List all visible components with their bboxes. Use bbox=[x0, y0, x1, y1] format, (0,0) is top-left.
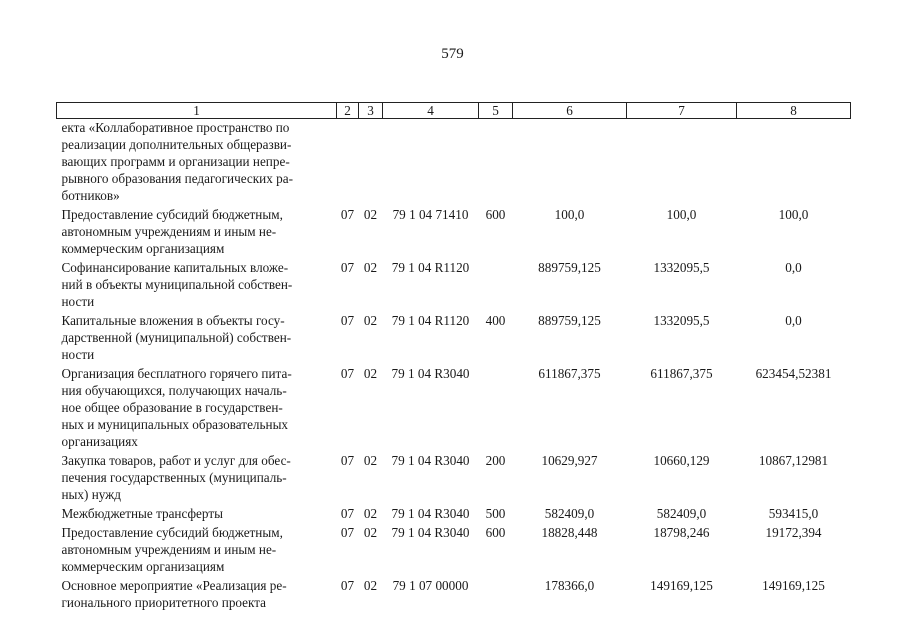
target-article-code: 79 1 04 R3040 bbox=[391, 506, 470, 521]
row-name-line: Предоставление субсидий бюджетным, bbox=[61, 207, 283, 222]
subsection-code: 02 bbox=[363, 506, 378, 521]
amount-year-1: 582409,0 bbox=[544, 506, 595, 521]
subsection-code: 02 bbox=[363, 313, 378, 328]
target-article-code: 79 1 04 R3040 bbox=[391, 453, 470, 468]
chapter-code bbox=[337, 119, 359, 205]
expense-type-code bbox=[479, 119, 513, 205]
row-name-line: организациях bbox=[61, 434, 138, 449]
table-row bbox=[57, 363, 851, 450]
target-article-code: 79 1 04 R3040 bbox=[391, 366, 470, 381]
header-col-5: 5 bbox=[479, 103, 513, 119]
chapter-code: 07 bbox=[340, 366, 355, 381]
row-name-line: Софинансирование капитальных вложе- bbox=[61, 260, 289, 275]
row-name-line: ное общее образование в государствен- bbox=[61, 400, 283, 415]
amount-year-3: 19172,394 bbox=[765, 525, 822, 540]
target-article-code bbox=[383, 119, 479, 205]
amount-year-1: 611867,375 bbox=[538, 366, 601, 381]
row-name bbox=[57, 503, 337, 522]
amount-year-3: 0,0 bbox=[785, 260, 802, 275]
row-name-line: екта «Коллаборативное пространство по bbox=[61, 120, 290, 135]
expense-type-code: 600 bbox=[485, 207, 506, 222]
row-name-line: гионального приоритетного проекта bbox=[61, 595, 267, 610]
amount-year-2: 18798,246 bbox=[653, 525, 710, 540]
header-col-4: 4 bbox=[383, 103, 479, 119]
row-name-line: ности bbox=[61, 294, 95, 309]
row-name bbox=[57, 119, 337, 205]
row-name-line: ных) нужд bbox=[61, 487, 121, 502]
row-name-line: ных и муниципальных образовательных bbox=[61, 417, 289, 432]
chapter-code: 07 bbox=[340, 578, 355, 593]
amount-year-1: 100,0 bbox=[554, 207, 585, 222]
amount-year-3: 10867,12981 bbox=[758, 453, 829, 468]
header-col-6: 6 bbox=[513, 103, 627, 119]
row-name bbox=[57, 450, 337, 503]
amount-year-1: 18828,448 bbox=[541, 525, 598, 540]
row-name-line: Межбюджетные трансферты bbox=[61, 506, 223, 521]
row-name bbox=[57, 204, 337, 257]
row-name bbox=[57, 310, 337, 363]
budget-table bbox=[56, 102, 851, 611]
subsection-code: 02 bbox=[363, 207, 378, 222]
row-name bbox=[57, 522, 337, 575]
amount-year-1: 889759,125 bbox=[538, 260, 601, 275]
row-name-line: коммерческим организациям bbox=[61, 241, 225, 256]
subsection-code bbox=[359, 119, 383, 205]
header-col-1: 1 bbox=[57, 103, 337, 119]
amount-year-2: 611867,375 bbox=[650, 366, 713, 381]
expense-type-code: 500 bbox=[485, 506, 506, 521]
expense-type-code: 400 bbox=[485, 313, 506, 328]
amount-year-2: 100,0 bbox=[666, 207, 697, 222]
row-name-line: Организация бесплатного горячего пита- bbox=[61, 366, 292, 381]
row-name-line: ний в объекты муниципальной собствен- bbox=[61, 277, 293, 292]
table-body bbox=[57, 119, 851, 612]
header-col-7: 7 bbox=[627, 103, 737, 119]
amount-year-2: 582409,0 bbox=[656, 506, 707, 521]
subsection-code: 02 bbox=[363, 578, 378, 593]
row-name-line: дарственной (муниципальной) собствен- bbox=[61, 330, 292, 345]
expense-type-code bbox=[479, 575, 513, 611]
header-row bbox=[57, 103, 851, 119]
row-name-line: автономным учреждениям и иным не- bbox=[61, 224, 277, 239]
header-col-8: 8 bbox=[737, 103, 851, 119]
amount-year-3: 0,0 bbox=[785, 313, 802, 328]
chapter-code: 07 bbox=[340, 260, 355, 275]
expense-type-code bbox=[479, 257, 513, 310]
expense-type-code: 600 bbox=[485, 525, 506, 540]
header-col-2: 2 bbox=[337, 103, 359, 119]
row-name-line: коммерческим организациям bbox=[61, 559, 225, 574]
row-name-line: реализации дополнительных общеразви- bbox=[61, 137, 292, 152]
table-row bbox=[57, 204, 851, 257]
subsection-code: 02 bbox=[363, 525, 378, 540]
amount-year-1 bbox=[513, 119, 627, 205]
target-article-code: 79 1 04 R3040 bbox=[391, 525, 470, 540]
amount-year-1: 10629,927 bbox=[541, 453, 598, 468]
target-article-code: 79 1 04 71410 bbox=[392, 207, 469, 222]
expense-type-code: 200 bbox=[485, 453, 506, 468]
row-name-line: Предоставление субсидий бюджетным, bbox=[61, 525, 283, 540]
amount-year-3: 100,0 bbox=[778, 207, 809, 222]
expense-type-code bbox=[479, 363, 513, 450]
table-row bbox=[57, 522, 851, 575]
table-row bbox=[57, 310, 851, 363]
subsection-code: 02 bbox=[363, 366, 378, 381]
chapter-code: 07 bbox=[340, 525, 355, 540]
row-name-line: печения государственных (муниципаль- bbox=[61, 470, 287, 485]
header-col-3: 3 bbox=[359, 103, 383, 119]
amount-year-1: 178366,0 bbox=[544, 578, 595, 593]
row-name-line: рывного образования педагогических ра- bbox=[61, 171, 293, 186]
row-name-line: Закупка товаров, работ и услуг для обес- bbox=[61, 453, 291, 468]
row-name bbox=[57, 257, 337, 310]
amount-year-3: 149169,125 bbox=[762, 578, 825, 593]
row-name bbox=[57, 363, 337, 450]
amount-year-2: 149169,125 bbox=[650, 578, 713, 593]
amount-year-2 bbox=[627, 119, 737, 205]
subsection-code: 02 bbox=[363, 260, 378, 275]
chapter-code: 07 bbox=[340, 313, 355, 328]
table-row bbox=[57, 119, 851, 205]
row-name-line: Основное мероприятие «Реализация ре- bbox=[61, 578, 287, 593]
row-name-line: ботников» bbox=[61, 188, 120, 203]
row-name-line: ния обучающихся, получающих началь- bbox=[61, 383, 287, 398]
chapter-code: 07 bbox=[340, 506, 355, 521]
row-name-line: вающих программ и организации непре- bbox=[61, 154, 290, 169]
subsection-code: 02 bbox=[363, 453, 378, 468]
target-article-code: 79 1 07 00000 bbox=[392, 578, 469, 593]
amount-year-3 bbox=[737, 119, 851, 205]
table-row bbox=[57, 257, 851, 310]
chapter-code: 07 bbox=[340, 207, 355, 222]
table-row bbox=[57, 575, 851, 611]
table-row bbox=[57, 503, 851, 522]
row-name bbox=[57, 575, 337, 611]
table-row bbox=[57, 450, 851, 503]
amount-year-1: 889759,125 bbox=[538, 313, 601, 328]
target-article-code: 79 1 04 R1120 bbox=[391, 313, 470, 328]
chapter-code: 07 bbox=[340, 453, 355, 468]
amount-year-2: 1332095,5 bbox=[653, 260, 710, 275]
row-name-line: ности bbox=[61, 347, 95, 362]
amount-year-2: 10660,129 bbox=[653, 453, 710, 468]
amount-year-3: 593415,0 bbox=[768, 506, 819, 521]
page-number: 579 bbox=[441, 46, 464, 62]
row-name-line: Капитальные вложения в объекты госу- bbox=[61, 313, 285, 328]
row-name-line: автономным учреждениям и иным не- bbox=[61, 542, 277, 557]
target-article-code: 79 1 04 R1120 bbox=[391, 260, 470, 275]
amount-year-3: 623454,52381 bbox=[755, 366, 832, 381]
amount-year-2: 1332095,5 bbox=[653, 313, 710, 328]
